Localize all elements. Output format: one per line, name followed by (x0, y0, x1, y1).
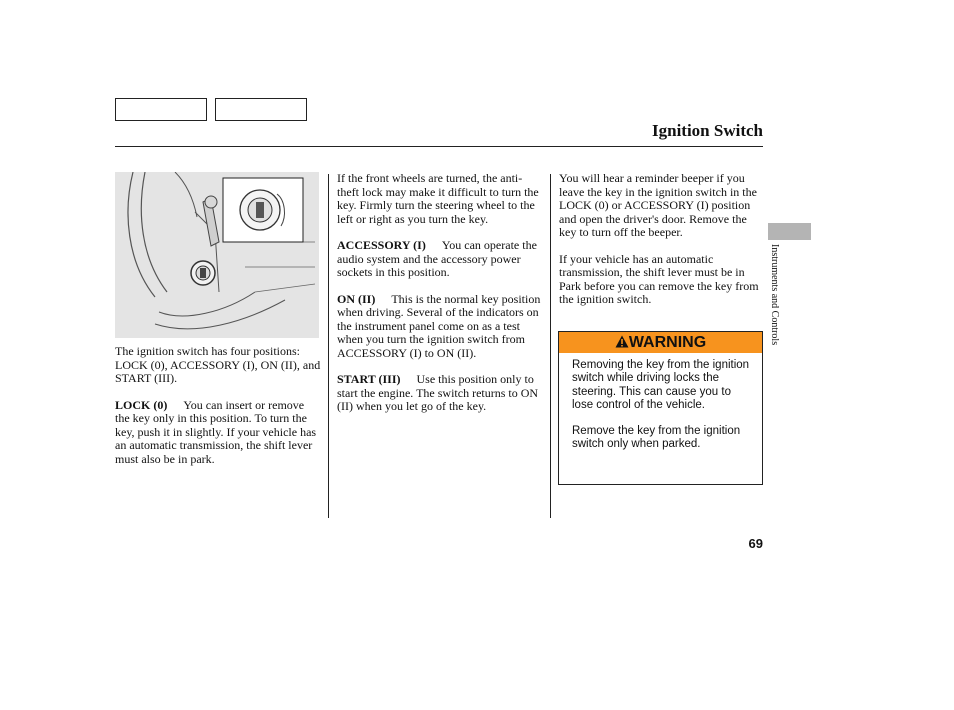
nav-button-main-menu[interactable] (115, 98, 207, 121)
column-divider-1 (328, 174, 329, 518)
on-heading: ON (II) (337, 291, 376, 306)
lock-text: You can insert or remove the key only in this position. To turn the key, push it in slightly. If your vehicle has an automatic transmission, the shift lever must also be in park. (115, 397, 317, 466)
warning-text-2: Remove the key from the ignition switch only when parked. (572, 425, 741, 451)
accessory-heading: ACCESSORY (I) (337, 238, 426, 252)
anti-theft-paragraph: If the front wheels are turned, the anti-theft lock may make it difficult to turn the key. Firmly turn the steering wheel to the left or right as you turn the key. (337, 171, 539, 226)
lock-heading: LOCK (0) (115, 397, 168, 412)
accessory-paragraph (337, 239, 543, 280)
lock-paragraph (115, 399, 321, 467)
section-label-text: Instruments and Controls (769, 244, 780, 346)
section-side-label (770, 244, 784, 374)
warning-triangle-icon (615, 335, 629, 348)
accessory-text: You can operate the audio system and the accessory power sockets in this position. (337, 238, 537, 279)
nav-button-table-of-contents[interactable] (215, 98, 307, 121)
on-text: This is the normal key position when driving. Several of the indicators on the instrument panel come on as a test when you turn the ignition switch from ACCESSORY (I) to ON (II). (337, 291, 541, 360)
ignition-switch-drawing (115, 172, 319, 338)
column-divider-2 (550, 174, 551, 518)
intro-paragraph: The ignition switch has four positions: LOCK (0), ACCESSORY (I), ON (II), and START (III). (115, 344, 321, 385)
on-paragraph (337, 293, 543, 361)
column-1 (115, 345, 321, 479)
ignition-switch-illustration (115, 172, 319, 338)
start-paragraph (337, 373, 543, 414)
column-3 (559, 172, 763, 320)
beeper-paragraph: You will hear a reminder beeper if you leave the key in the ignition switch in the LOCK (0) or ACCESSORY (I) position and open the driver's door. Remove the key to turn off the beeper. (559, 171, 757, 239)
warning-body (559, 353, 762, 452)
start-text: Use this position only to start the engine. The switch returns to ON (II) when you let go of the key. (337, 372, 539, 413)
warning-header (559, 332, 762, 353)
warning-box (558, 331, 763, 485)
start-heading: START (III) (337, 372, 401, 386)
park-paragraph: If your vehicle has an automatic transmission, the shift lever must be in Park before you can remove the key from the ignition switch. (559, 251, 759, 306)
header-rule (115, 146, 763, 147)
warning-label: WARNING (628, 334, 707, 351)
warning-text-1: Removing the key from the ignition switch while driving locks the steering. This can cause you to lose control of the vehicle. (572, 359, 750, 411)
page-number: 69 (748, 536, 763, 551)
column-2 (337, 172, 543, 427)
page-title: Ignition Switch (652, 121, 763, 140)
section-tab[interactable] (768, 223, 811, 240)
